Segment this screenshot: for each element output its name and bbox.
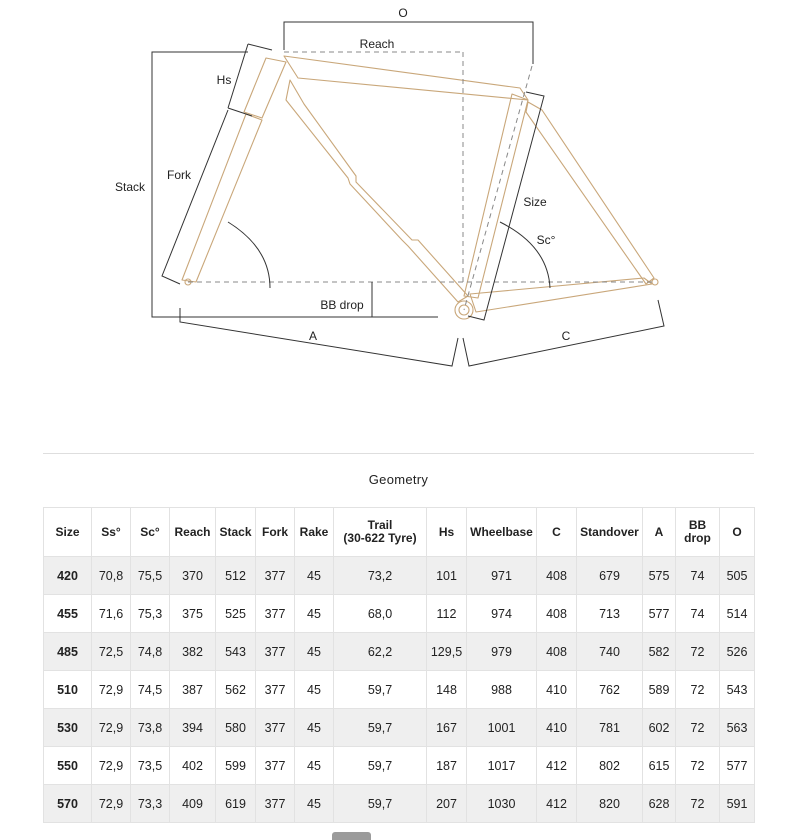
table-cell: 679 [577,557,643,595]
table-cell: 591 [720,785,755,823]
geometry-table [43,507,755,823]
table-cell: 45 [295,671,334,709]
geometry-table-body [44,557,755,823]
table-cell: 377 [256,633,295,671]
table-row [44,557,755,595]
table-cell: 62,2 [334,633,427,671]
size-cell: 570 [44,785,92,823]
dim-label-c: C [561,329,571,343]
column-header [643,508,676,557]
column-header-label: Size [55,524,80,539]
column-header-label: C [552,524,561,539]
table-cell: 543 [216,633,256,671]
table-cell: 580 [216,709,256,747]
table-cell: 1017 [467,747,537,785]
table-cell: 375 [170,595,216,633]
table-cell: 781 [577,709,643,747]
table-cell: 1030 [467,785,537,823]
table-cell: 74,8 [131,633,170,671]
table-cell: 377 [256,785,295,823]
column-header [467,508,537,557]
column-header-label: O [732,524,742,539]
table-cell: 72 [676,747,720,785]
table-cell: 628 [643,785,676,823]
table-cell: 505 [720,557,755,595]
table-cell: 410 [537,709,577,747]
column-header [295,508,334,557]
column-header-label: Standover [580,524,639,539]
table-cell: 73,5 [131,747,170,785]
table-cell: 72,9 [92,747,131,785]
table-cell: 45 [295,747,334,785]
dim-label-hs: Hs [216,73,232,87]
table-cell: 410 [537,671,577,709]
table-cell: 377 [256,557,295,595]
table-cell: 45 [295,633,334,671]
table-cell: 72,9 [92,671,131,709]
table-cell: 408 [537,633,577,671]
section-divider [43,453,754,454]
table-cell: 377 [256,747,295,785]
table-cell: 762 [577,671,643,709]
table-cell: 412 [537,747,577,785]
dim-label-size: Size [523,195,547,209]
table-cell: 70,8 [92,557,131,595]
table-cell: 45 [295,785,334,823]
geometry-table-header [44,508,755,557]
table-cell: 72,5 [92,633,131,671]
column-header [537,508,577,557]
table-cell: 979 [467,633,537,671]
table-cell: 72 [676,633,720,671]
geometry-title: Geometry [368,472,429,487]
table-cell: 394 [170,709,216,747]
table-cell: 820 [577,785,643,823]
scroll-handle[interactable] [332,832,371,840]
table-cell: 45 [295,709,334,747]
table-cell: 974 [467,595,537,633]
bike-frame [182,56,658,319]
table-cell: 526 [720,633,755,671]
column-header-label: BB [688,518,707,532]
table-cell: 512 [216,557,256,595]
table-cell: 619 [216,785,256,823]
table-cell: 971 [467,557,537,595]
table-row [44,785,755,823]
table-cell: 101 [427,557,467,595]
column-header [676,508,720,557]
column-header-sublabel: drop [684,531,711,545]
dim-label-fork: Fork [167,168,191,182]
table-cell: 72 [676,671,720,709]
column-header-label: A [654,524,664,539]
column-header-label: Sc° [140,524,160,539]
table-cell: 615 [643,747,676,785]
column-header [131,508,170,557]
column-header [577,508,643,557]
size-cell: 510 [44,671,92,709]
table-cell: 74 [676,557,720,595]
table-cell: 602 [643,709,676,747]
table-cell: 409 [170,785,216,823]
table-cell: 563 [720,709,755,747]
table-cell: 382 [170,633,216,671]
column-header [256,508,295,557]
table-cell: 377 [256,709,295,747]
table-cell: 59,7 [334,709,427,747]
table-cell: 525 [216,595,256,633]
table-cell: 387 [170,671,216,709]
table-cell: 377 [256,595,295,633]
table-cell: 713 [577,595,643,633]
table-cell: 73,2 [334,557,427,595]
table-cell: 59,7 [334,671,427,709]
table-cell: 59,7 [334,785,427,823]
table-cell: 408 [537,595,577,633]
column-header-label: Hs [438,524,455,539]
size-cell: 485 [44,633,92,671]
dim-label-reach: Reach [359,37,395,51]
table-cell: 167 [427,709,467,747]
table-cell: 514 [720,595,755,633]
table-row [44,633,755,671]
size-cell: 530 [44,709,92,747]
table-row [44,747,755,785]
table-cell: 589 [643,671,676,709]
table-cell: 1001 [467,709,537,747]
table-cell: 562 [216,671,256,709]
table-cell: 408 [537,557,577,595]
column-header [334,508,427,557]
table-cell: 74 [676,595,720,633]
table-cell: 73,8 [131,709,170,747]
dim-label-sc: Sc° [536,233,556,247]
table-cell: 412 [537,785,577,823]
table-cell: 68,0 [334,595,427,633]
table-cell: 377 [256,671,295,709]
table-cell: 988 [467,671,537,709]
column-header [720,508,755,557]
column-header-label: Rake [299,524,329,539]
column-header [92,508,131,557]
dim-label-bb-drop: BB drop [320,298,364,312]
dim-label-o: O [398,6,408,20]
table-cell: 187 [427,747,467,785]
table-cell: 802 [577,747,643,785]
column-header-label: Ss° [101,524,121,539]
table-cell: 73,3 [131,785,170,823]
column-header [427,508,467,557]
table-cell: 75,3 [131,595,170,633]
dashed-construction-lines [188,52,655,310]
table-cell: 575 [643,557,676,595]
table-cell: 207 [427,785,467,823]
table-cell: 45 [295,595,334,633]
dim-label-a: A [308,329,318,343]
column-header [170,508,216,557]
column-header-label: Fork [261,524,288,539]
column-header-label: Stack [219,524,252,539]
dim-label-stack: Stack [114,180,146,194]
table-cell: 45 [295,557,334,595]
table-cell: 543 [720,671,755,709]
table-cell: 72,9 [92,709,131,747]
size-cell: 455 [44,595,92,633]
table-cell: 577 [720,747,755,785]
column-header-label: Wheelbase [470,524,533,539]
table-cell: 370 [170,557,216,595]
table-cell: 71,6 [92,595,131,633]
table-row [44,709,755,747]
column-header-label: Trail [367,518,393,532]
table-row [44,595,755,633]
column-header [216,508,256,557]
size-cell: 550 [44,747,92,785]
table-cell: 72 [676,709,720,747]
column-header-label: Reach [174,524,211,539]
table-cell: 74,5 [131,671,170,709]
table-cell: 72,9 [92,785,131,823]
table-cell: 148 [427,671,467,709]
column-header-sublabel: (30-622 Tyre) [343,531,417,545]
table-cell: 582 [643,633,676,671]
column-header [44,508,92,557]
table-cell: 129,5 [427,633,467,671]
table-cell: 740 [577,633,643,671]
table-cell: 112 [427,595,467,633]
table-cell: 599 [216,747,256,785]
table-cell: 577 [643,595,676,633]
table-cell: 59,7 [334,747,427,785]
table-cell: 72 [676,785,720,823]
table-cell: 75,5 [131,557,170,595]
size-cell: 420 [44,557,92,595]
table-cell: 402 [170,747,216,785]
table-row [44,671,755,709]
